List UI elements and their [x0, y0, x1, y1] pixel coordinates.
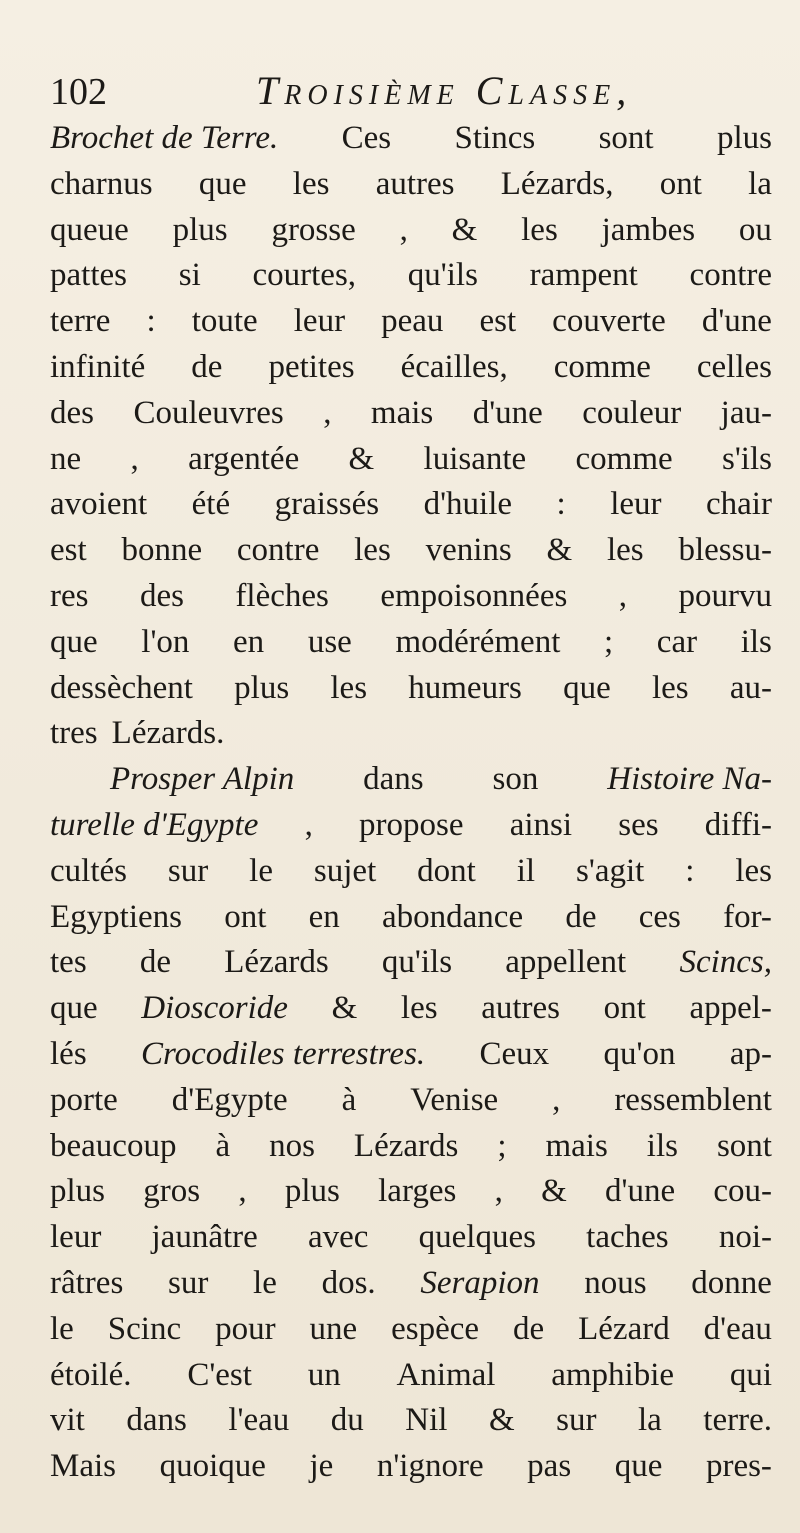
word: jaunâtre — [151, 1219, 258, 1256]
word: l'eau — [228, 1402, 290, 1439]
text-line — [50, 1353, 772, 1399]
word: Lézards, — [500, 165, 614, 202]
word: avoient — [50, 486, 148, 523]
word: dessèchent — [50, 669, 193, 706]
word: cultés — [50, 852, 127, 889]
word: Dioscoride — [141, 990, 288, 1027]
page-number: 102 — [50, 71, 107, 113]
word: gros — [143, 1173, 201, 1210]
word: que — [198, 165, 247, 202]
word: , — [494, 1173, 503, 1210]
word: été — [191, 486, 231, 523]
word: tes — [50, 944, 87, 981]
word: toute — [191, 303, 258, 340]
text-line — [50, 299, 772, 345]
word: Lézards. — [111, 715, 225, 752]
word: larges — [378, 1173, 457, 1210]
word: les — [651, 669, 689, 706]
word: avec — [308, 1219, 369, 1256]
word: plus — [716, 120, 772, 156]
word: : — [685, 852, 695, 889]
word: taches — [586, 1219, 669, 1256]
word: pourvu — [678, 577, 772, 614]
word: Lézards — [353, 1127, 459, 1164]
word: charnus — [50, 165, 153, 202]
word: & — [488, 1402, 515, 1439]
word: contre — [689, 257, 772, 294]
word: que — [614, 1448, 663, 1485]
word: & — [546, 532, 573, 569]
word: un — [307, 1356, 341, 1393]
word: pas — [527, 1448, 572, 1485]
word: le — [253, 1264, 277, 1301]
word: tres — [50, 715, 98, 752]
word: ont — [603, 990, 646, 1027]
word: Stincs — [454, 120, 536, 156]
word: , — [238, 1173, 247, 1210]
word: plus — [172, 211, 228, 248]
word: Brochet de Terre. — [50, 120, 279, 156]
word: le — [249, 852, 273, 889]
word: ont — [659, 165, 702, 202]
word: porte — [50, 1081, 118, 1118]
word: & — [348, 440, 375, 477]
word: ils — [646, 1127, 678, 1164]
text-line — [50, 345, 772, 391]
word: est — [479, 303, 517, 340]
word: ils — [740, 623, 772, 660]
word: sur — [168, 1264, 209, 1301]
word: blessu- — [678, 532, 772, 569]
word: argentée — [188, 440, 300, 477]
word: queue — [50, 211, 129, 248]
word: Histoire Na- — [607, 761, 772, 798]
word: ; — [497, 1127, 507, 1164]
word: flèches — [235, 577, 329, 614]
word: leur — [610, 486, 662, 523]
word: les — [354, 532, 391, 569]
word: les — [606, 532, 644, 569]
word: qu'on — [603, 1035, 676, 1072]
word: donne — [691, 1264, 772, 1301]
word: jau- — [720, 394, 772, 431]
word: & — [541, 1173, 567, 1210]
word: abondance — [382, 898, 524, 935]
word: la — [637, 1402, 662, 1439]
word: : — [556, 486, 566, 523]
text-line — [50, 116, 772, 162]
word: si — [178, 257, 201, 294]
word: sujet — [313, 852, 377, 889]
word: quelques — [418, 1219, 536, 1256]
word: quoique — [159, 1448, 266, 1485]
word: en — [233, 623, 265, 660]
text-line — [50, 1124, 772, 1170]
word: comme — [553, 348, 651, 385]
word: au- — [729, 669, 772, 706]
word: amphibie — [551, 1356, 675, 1393]
word: Nil — [405, 1402, 448, 1439]
word: contre — [236, 532, 320, 569]
word: ainsi — [509, 806, 573, 843]
word: terre — [50, 303, 111, 340]
word: , — [323, 394, 332, 431]
word: nos — [269, 1127, 315, 1164]
word: , — [130, 440, 139, 477]
word: les — [521, 211, 558, 248]
text-line — [50, 757, 772, 803]
word: ces — [638, 898, 681, 935]
word: Ces — [341, 120, 392, 156]
word: la — [748, 165, 772, 202]
text-line — [50, 620, 772, 666]
word: des — [50, 394, 94, 431]
word: les — [292, 165, 330, 202]
word: qui — [729, 1356, 772, 1393]
word: de — [191, 348, 223, 385]
text-line — [50, 940, 772, 986]
word: : — [146, 303, 156, 340]
word: terre. — [703, 1402, 772, 1439]
word: petites — [268, 348, 355, 385]
word: empoisonnées — [380, 577, 568, 614]
text-line — [50, 482, 772, 528]
word: n'ignore — [376, 1448, 484, 1485]
word: étoilé. — [50, 1356, 132, 1393]
word: ont — [224, 898, 267, 935]
word: mais — [545, 1127, 608, 1164]
word: pour — [215, 1310, 276, 1347]
word: , — [552, 1081, 561, 1118]
word: turelle d'Egypte — [50, 806, 259, 843]
word: que — [50, 623, 98, 660]
word: dans — [126, 1402, 187, 1439]
word: d'Egypte — [171, 1081, 288, 1118]
word: Serapion — [420, 1264, 540, 1301]
word: d'une — [701, 303, 772, 340]
word: peau — [381, 303, 444, 340]
word: venins — [425, 532, 512, 569]
word: nous — [584, 1264, 647, 1301]
word: bonne — [121, 532, 203, 569]
word: à — [341, 1081, 357, 1118]
text-line — [50, 1261, 772, 1307]
word: ses — [618, 806, 659, 843]
word: res — [50, 577, 89, 614]
word: noi- — [718, 1219, 772, 1256]
text-line — [50, 1444, 772, 1490]
word: jambes — [601, 211, 696, 248]
word: de — [565, 898, 597, 935]
word: leur — [50, 1219, 102, 1256]
word: pres- — [705, 1448, 772, 1485]
word: une — [309, 1310, 358, 1347]
word: les — [735, 852, 772, 889]
word: appel- — [689, 990, 772, 1027]
text-line — [50, 895, 772, 941]
word: du — [330, 1402, 364, 1439]
word: qu'ils — [381, 944, 453, 981]
word: Venise — [410, 1081, 499, 1118]
word: les — [400, 990, 438, 1027]
word: en — [308, 898, 340, 935]
word: infinité — [50, 348, 146, 385]
word: écailles, — [400, 348, 508, 385]
running-head: Troisième Classe, — [256, 68, 633, 113]
word: , — [618, 577, 628, 614]
text-line — [50, 711, 772, 757]
word: Crocodiles terrestres. — [141, 1035, 426, 1072]
word: couverte — [552, 303, 666, 340]
text-line — [50, 1078, 772, 1124]
word: luisante — [423, 440, 527, 477]
word: plus — [284, 1173, 340, 1210]
word: chair — [706, 486, 772, 523]
text-line — [50, 528, 772, 574]
word: s'ils — [722, 440, 772, 477]
word: rampent — [529, 257, 638, 294]
text-line — [50, 1032, 772, 1078]
word: de — [139, 944, 172, 981]
text-line — [50, 208, 772, 254]
word: car — [656, 623, 698, 660]
word: , — [399, 211, 408, 248]
word: lés — [50, 1035, 87, 1072]
text-line — [50, 253, 772, 299]
word: sont — [716, 1127, 772, 1164]
word: les — [330, 669, 368, 706]
word: des — [139, 577, 184, 614]
word: graissés — [274, 486, 380, 523]
word: s'agit — [576, 852, 645, 889]
word: râtres — [50, 1264, 124, 1301]
word: Lézards — [224, 944, 329, 981]
word: use — [307, 623, 352, 660]
word: Scincs, — [679, 944, 772, 981]
text-line — [50, 1398, 772, 1444]
word: que — [50, 990, 98, 1027]
word: l'on — [141, 623, 190, 660]
word: d'huile — [423, 486, 513, 523]
text-line — [50, 1169, 772, 1215]
word: est — [50, 532, 87, 569]
word: son — [492, 761, 539, 798]
word: ou — [738, 211, 772, 248]
word: , — [304, 806, 313, 843]
word: leur — [293, 303, 346, 340]
text-line — [50, 803, 772, 849]
body-text — [50, 116, 772, 1490]
word: beaucoup — [50, 1127, 177, 1164]
word: Couleuvres — [133, 394, 284, 431]
word: comme — [575, 440, 673, 477]
text-line — [50, 437, 772, 483]
word: autres — [481, 990, 561, 1027]
word: espèce — [391, 1310, 480, 1347]
text-line — [50, 986, 772, 1032]
word: autres — [375, 165, 455, 202]
text-line — [50, 574, 772, 620]
text-line — [50, 1307, 772, 1353]
word: pattes — [50, 257, 127, 294]
word: à — [215, 1127, 231, 1164]
word: couleur — [582, 394, 682, 431]
word: dans — [363, 761, 424, 798]
word: vit — [50, 1402, 85, 1439]
word: dont — [417, 852, 476, 889]
word: Ceux — [479, 1035, 550, 1072]
word: propose — [359, 806, 464, 843]
word: sur — [167, 852, 209, 889]
word: cou- — [713, 1173, 772, 1210]
word: qu'ils — [407, 257, 478, 294]
word: plus — [50, 1173, 106, 1210]
word: ap- — [729, 1035, 772, 1072]
word: d'une — [472, 394, 543, 431]
word: modérément — [395, 623, 561, 660]
text-line — [50, 666, 772, 712]
word: C'est — [187, 1356, 252, 1393]
word: & — [331, 990, 358, 1027]
word: appellent — [505, 944, 627, 981]
word: d'eau — [703, 1310, 772, 1347]
word: Mais — [50, 1448, 116, 1485]
text-line — [50, 391, 772, 437]
word: Prosper Alpin — [110, 761, 295, 798]
word: dos. — [321, 1264, 376, 1301]
word: for- — [723, 898, 772, 935]
word: je — [309, 1448, 334, 1485]
word: que — [563, 669, 611, 706]
word: courtes, — [252, 257, 357, 294]
text-line — [50, 1215, 772, 1261]
word: de — [513, 1310, 545, 1347]
word: sur — [556, 1402, 597, 1439]
word: Egyptiens — [50, 898, 182, 935]
word: le — [50, 1310, 74, 1347]
word: Scinc — [107, 1310, 182, 1347]
word: diffi- — [704, 806, 772, 843]
word: celles — [696, 348, 772, 385]
word: ; — [604, 623, 614, 660]
word: sont — [598, 120, 654, 156]
word: humeurs — [408, 669, 522, 706]
text-line — [50, 162, 772, 208]
text-line — [50, 849, 772, 895]
word: il — [516, 852, 536, 889]
word: ressemblent — [614, 1081, 772, 1118]
word: mais — [370, 394, 434, 431]
word: grosse — [271, 211, 356, 248]
word: & — [451, 211, 478, 248]
word: d'une — [605, 1173, 676, 1210]
word: Animal — [396, 1356, 496, 1393]
word: ne — [50, 440, 82, 477]
word: Lézard — [578, 1310, 670, 1347]
word: plus — [234, 669, 290, 706]
